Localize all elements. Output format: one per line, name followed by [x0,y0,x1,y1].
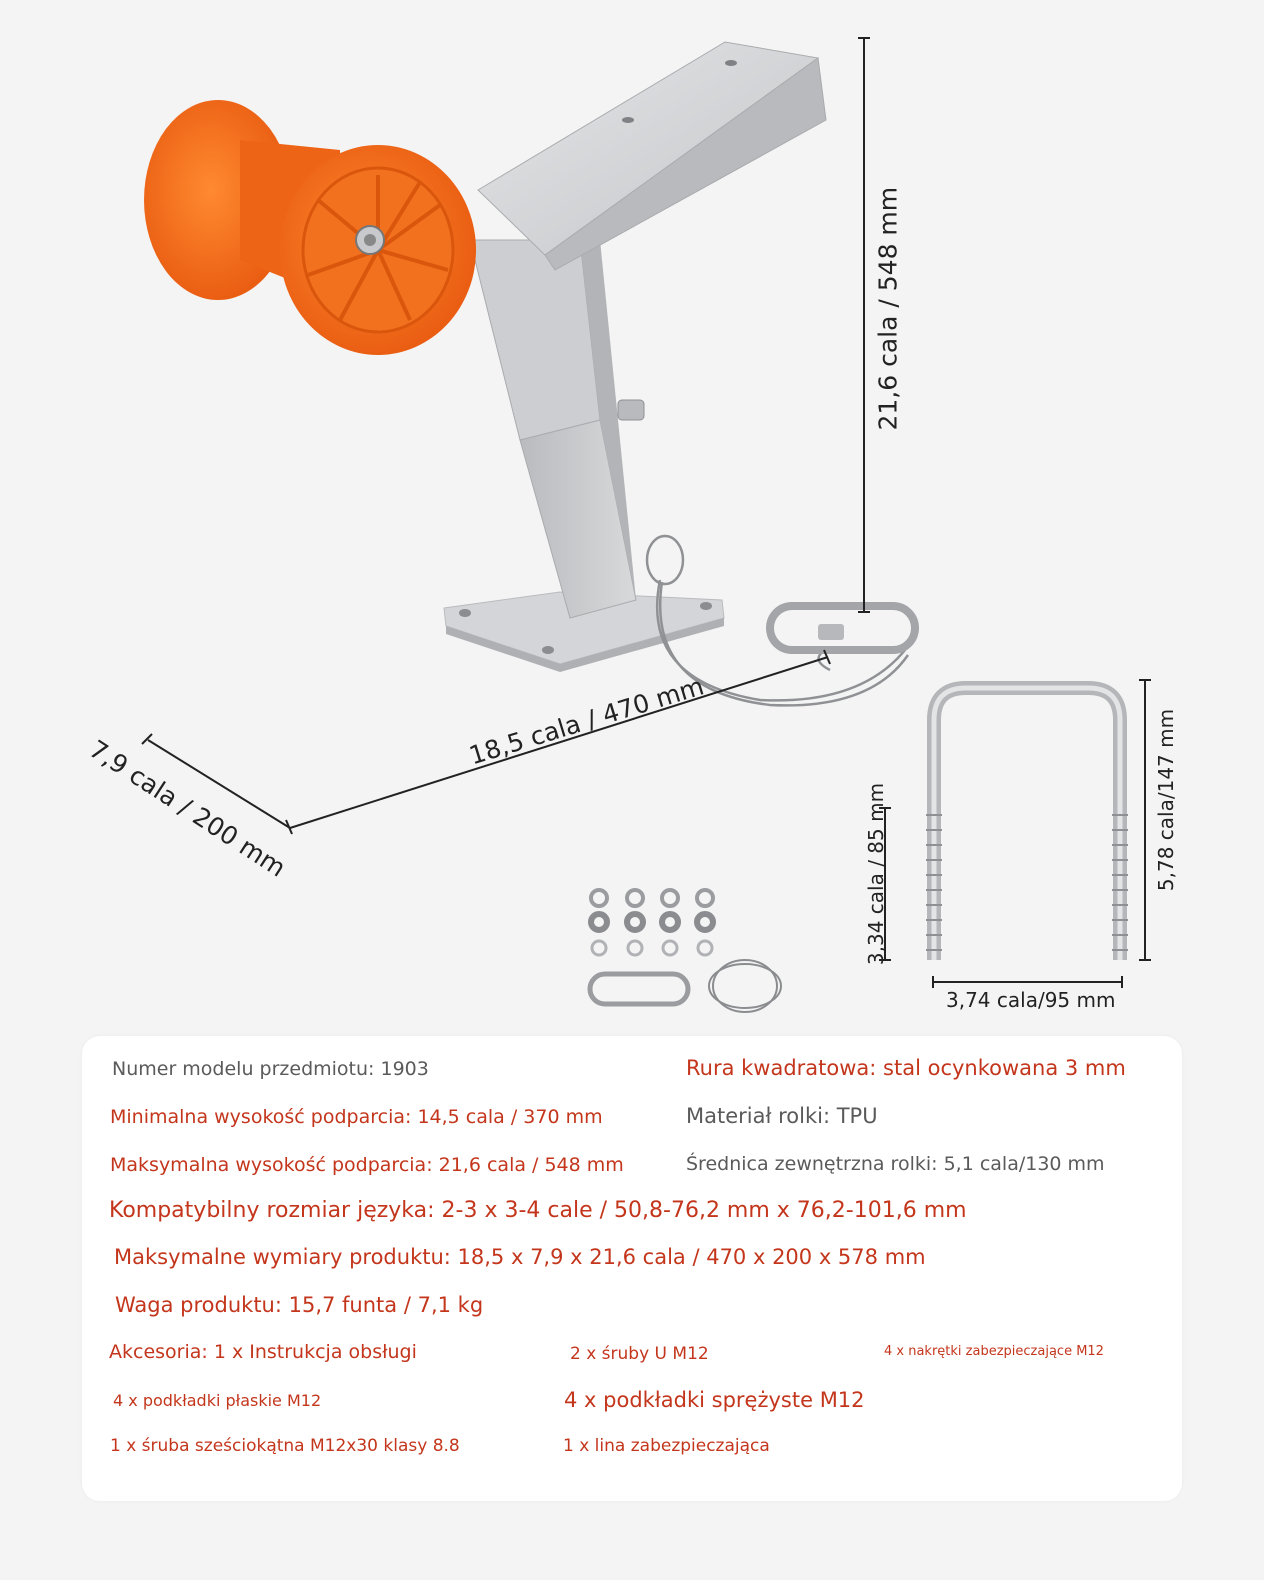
accessory-manual: Akcesoria: 1 x Instrukcja obsługi [109,1341,417,1363]
spec-weight: Waga produktu: 15,7 funta / 7,1 kg [115,1293,484,1317]
hardware-nuts-washers [590,890,781,1012]
height-dimension-label: 21,6 cala / 548 mm [873,186,903,431]
spec-card [82,1036,1182,1501]
ubolt-thread-label: 3,34 cala / 85 mm [864,782,888,966]
accessory-safety-cable: 1 x lina zabezpieczająca [563,1436,770,1456]
carabiner [770,606,915,650]
adjust-knob [618,400,644,420]
ubolt-width-label: 3,74 cala/95 mm [946,988,1116,1012]
ubolt-height-label: 5,78 cala/147 mm [1154,708,1178,892]
horizontal-arm [478,42,826,270]
vertical-post [470,240,644,618]
spec-tube: Rura kwadratowa: stal ocynkowana 3 mm [686,1056,1126,1080]
spec-max-dimensions: Maksymalne wymiary produktu: 18,5 x 7,9 x 21,6 cala / 470 x 200 x 578 mm [114,1245,926,1269]
accessory-ubolts: 2 x śruby U M12 [570,1344,709,1364]
keel-roller [144,100,476,355]
spec-min-height: Minimalna wysokość podparcia: 14,5 cala / 370 mm [110,1106,603,1128]
length-dimension-label: 18,5 cala / 470 mm [465,671,708,771]
u-bolt [926,688,1128,960]
accessory-hex-bolt: 1 x śruba sześciokątna M12x30 klasy 8.8 [110,1436,460,1456]
spec-roller-diameter: Średnica zewnętrzna rolki: 5,1 cala/130 mm [686,1153,1105,1175]
accessory-flat-washers: 4 x podkładki płaskie M12 [113,1391,322,1410]
spec-roller-material: Materiał rolki: TPU [686,1104,878,1128]
spec-tongue-size: Kompatybilny rozmiar języka: 2-3 x 3-4 cale / 50,8-76,2 mm x 76,2-101,6 mm [109,1198,967,1223]
accessory-spring-washers: 4 x podkładki sprężyste M12 [564,1388,865,1412]
width-dimension-label: 7,9 cala / 200 mm [84,734,291,883]
spec-model: Numer modelu przedmiotu: 1903 [112,1058,429,1080]
accessory-lock-nuts: 4 x nakrętki zabezpieczające M12 [884,1344,1104,1359]
spec-max-height: Maksymalna wysokość podparcia: 21,6 cala / 548 mm [110,1154,624,1176]
small-carabiner [590,974,688,1004]
